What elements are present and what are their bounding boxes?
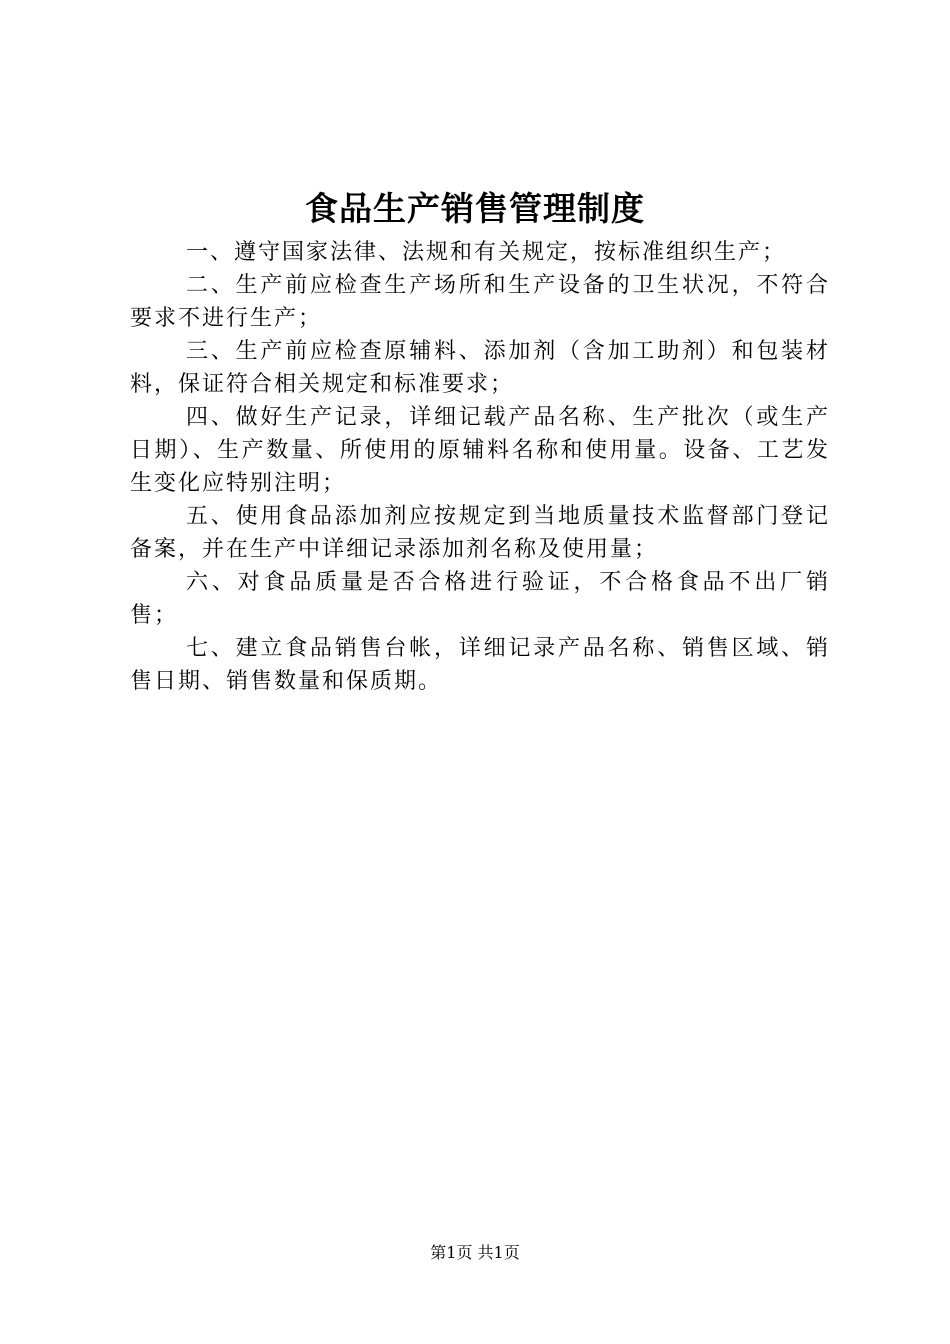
paragraph-5: 五、使用食品添加剂应按规定到当地质量技术监督部门登记备案，并在生产中详细记录添加剂名称及使用量； bbox=[130, 504, 830, 562]
document-title: 食品生产销售管理制度 bbox=[305, 189, 645, 228]
page-footer: 第1页 共1页 bbox=[430, 1243, 520, 1262]
paragraph-1: 一、遵守国家法律、法规和有关规定，按标准组织生产； bbox=[186, 240, 787, 265]
paragraph-3: 三、生产前应检查原辅料、添加剂（含加工助剂）和包装材料，保证符合相关规定和标准要求； bbox=[130, 339, 830, 397]
paragraph-2: 二、生产前应检查生产场所和生产设备的卫生状况，不符合要求不进行生产； bbox=[130, 273, 830, 331]
paragraph-7: 七、建立食品销售台帐，详细记录产品名称、销售区域、销售日期、销售数量和保质期。 bbox=[130, 636, 830, 694]
paragraph-6: 六、对食品质量是否合格进行验证，不合格食品不出厂销售； bbox=[130, 570, 830, 628]
document-body bbox=[130, 236, 830, 698]
paragraph-4: 四、做好生产记录，详细记载产品名称、生产批次（或生产日期）、生产数量、所使用的原辅料名称和使用量。设备、工艺发生变化应特别注明； bbox=[130, 405, 830, 496]
